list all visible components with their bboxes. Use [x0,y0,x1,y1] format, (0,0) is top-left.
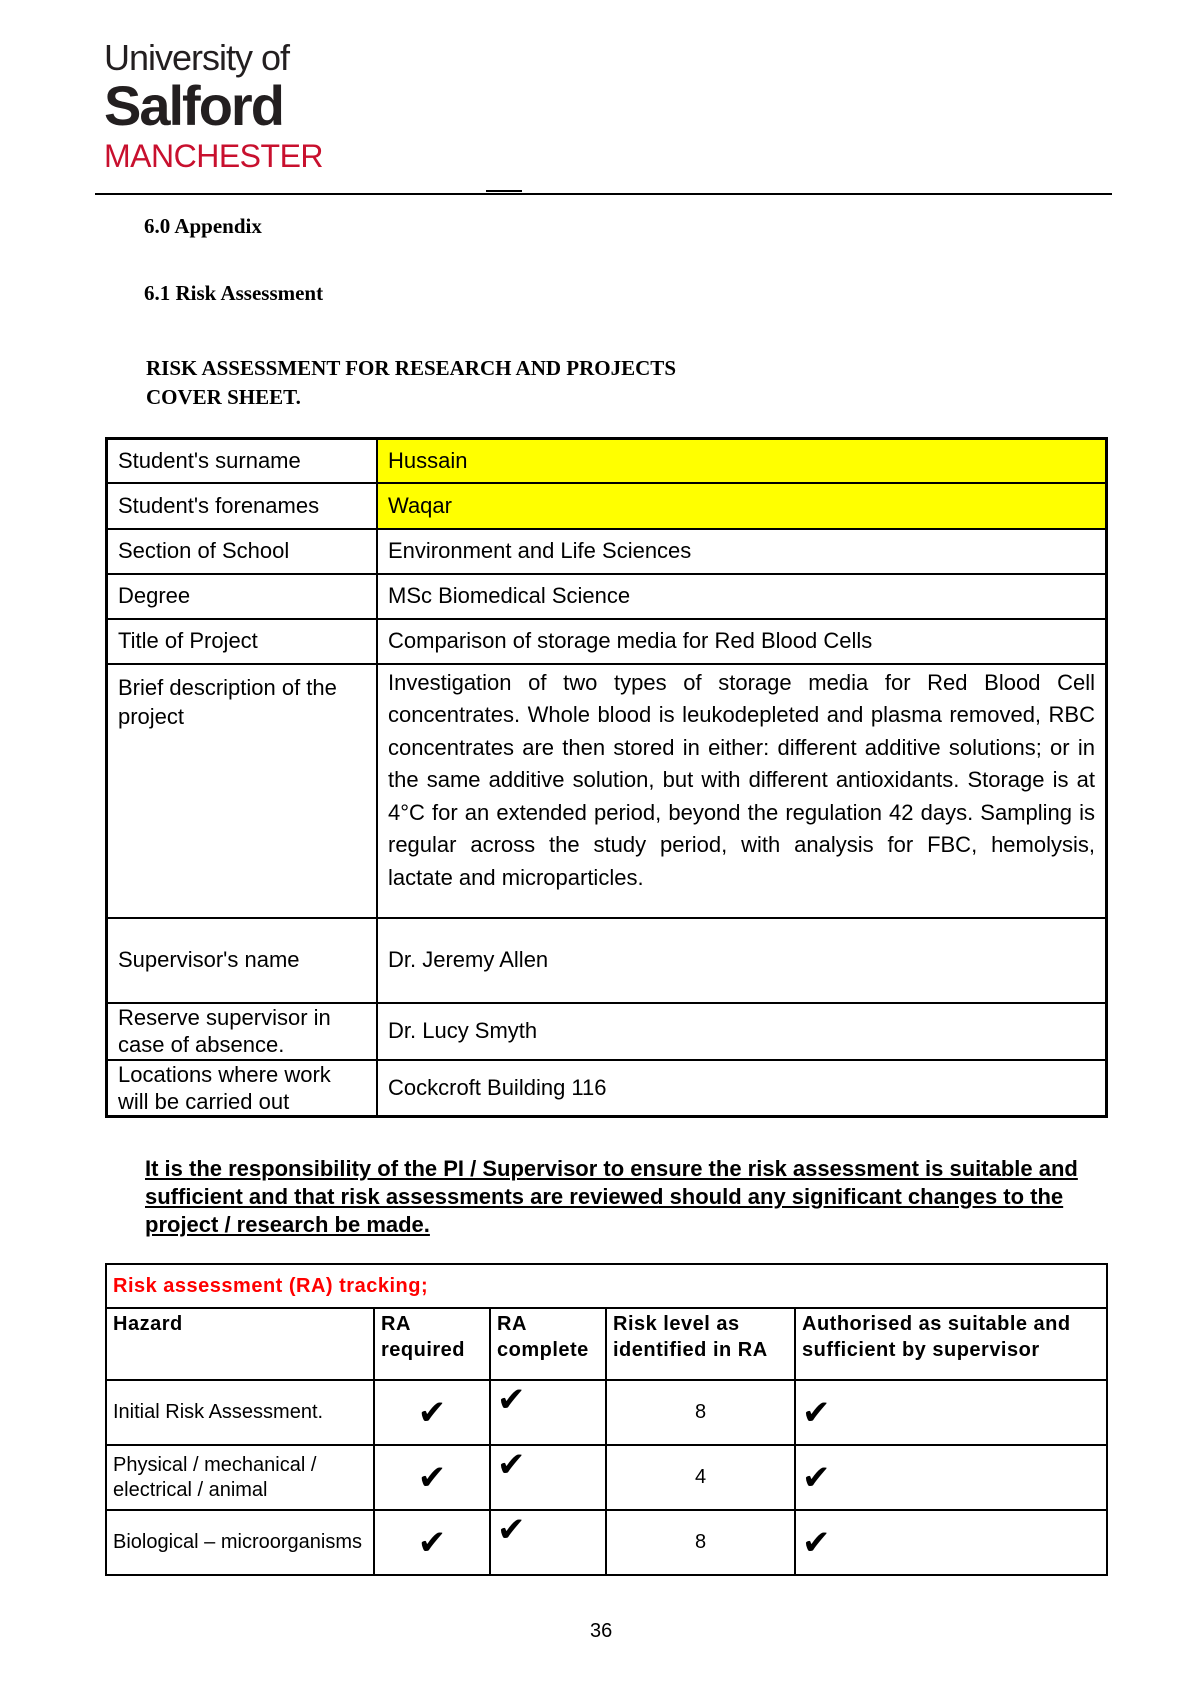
header-hazard: Hazard [106,1308,374,1380]
risk-level-cell: 4 [606,1445,795,1510]
header-ra-complete: RA complete [490,1308,606,1380]
ra-required-cell [374,1510,490,1575]
table-row [107,664,1107,918]
page-number: 36 [590,1620,613,1642]
heading-appendix: 6.0 Appendix [144,214,262,238]
table-row [107,529,1107,574]
description-value: Investigation of two types of storage media for Red Blood Cell concentrates. Whole blood is leukodepleted and plasma removed, RBC concentrates are then stored in either: different additive solutions; or in the same additive solution, but with different antioxidants. Storage is at 4°C for an extended period, beyond the regulation 42 days. Sampling is regular across the study period, with analysis for FBC, hemolysis, lactate and microparticles. [377,664,1107,918]
checkmark-icon: ✔ [497,1445,526,1485]
ra-required-cell [374,1445,490,1510]
header-risk-level: Risk level as identified in RA [606,1308,795,1380]
reserve-label: Reserve supervisor in case of absence. [107,1003,378,1060]
title-value: Comparison of storage media for Red Blood Cells [377,619,1107,664]
ra-complete-cell [490,1510,606,1575]
location-value: Cockcroft Building 116 [377,1060,1107,1117]
responsibility-notice: It is the responsibility of the PI / Supervisor to ensure the risk assessment is suitable and sufficient and that risk assessments are reviewed should any significant changes to the project / research be made. [145,1156,1078,1237]
table-row [107,619,1107,664]
header-tick [486,190,522,192]
table-row [107,1003,1107,1060]
university-logo [104,37,324,174]
table-row [107,574,1107,619]
location-label: Locations where work will be carried out [107,1060,378,1117]
logo-salford: Salford [104,74,283,137]
header-divider [95,193,1112,195]
reserve-value: Dr. Lucy Smyth [377,1003,1107,1060]
table-row [106,1308,1107,1380]
ra-tracking-table [105,1263,1108,1576]
ra-complete-cell [490,1380,606,1445]
section-value: Environment and Life Sciences [377,529,1107,574]
logo-university-of: University of [104,37,290,78]
supervisor-label: Supervisor's name [107,918,378,1003]
checkmark-icon: ✔ [417,1457,447,1498]
table-row [107,439,1107,483]
ra-tracking-title: Risk assessment (RA) tracking; [106,1264,1107,1308]
checkmark-icon: ✔ [802,1457,831,1498]
checkmark-icon: ✔ [497,1380,526,1420]
forenames-value: Waqar [377,483,1107,529]
table-row [107,918,1107,1003]
forenames-label: Student's forenames [107,483,378,529]
header-ra-required: RA required [374,1308,490,1380]
ra-complete-cell [490,1445,606,1510]
authorised-cell [795,1380,1107,1445]
table-row [107,1060,1107,1117]
surname-label: Student's surname [107,439,378,483]
header-authorised: Authorised as suitable and sufficient by supervisor [795,1308,1107,1380]
table-row [106,1445,1107,1510]
cover-sheet-table [105,437,1108,1118]
hazard-cell: Initial Risk Assessment. [106,1380,374,1445]
hazard-cell: Physical / mechanical / electrical / animal [106,1445,374,1510]
checkmark-icon: ✔ [417,1392,447,1433]
heading-cover-line2: COVER SHEET. [146,385,301,409]
heading-risk-assessment: 6.1 Risk Assessment [144,281,324,305]
title-label: Title of Project [107,619,378,664]
table-row [107,483,1107,529]
risk-level-cell: 8 [606,1380,795,1445]
hazard-cell: Biological – microorganisms [106,1510,374,1575]
degree-value: MSc Biomedical Science [377,574,1107,619]
heading-cover-line1: RISK ASSESSMENT FOR RESEARCH AND PROJECTS [146,356,676,380]
risk-level-cell: 8 [606,1510,795,1575]
surname-value: Hussain [377,439,1107,483]
authorised-cell [795,1445,1107,1510]
degree-label: Degree [107,574,378,619]
checkmark-icon: ✔ [802,1522,831,1563]
authorised-cell [795,1510,1107,1575]
section-label: Section of School [107,529,378,574]
checkmark-icon: ✔ [417,1522,447,1563]
heading-cover-sheet [146,354,806,412]
table-row [106,1510,1107,1575]
description-label: Brief description of the project [107,664,378,918]
checkmark-icon: ✔ [802,1392,831,1433]
supervisor-value: Dr. Jeremy Allen [377,918,1107,1003]
logo-manchester: MANCHESTER [104,138,324,174]
table-row [106,1264,1107,1308]
checkmark-icon: ✔ [497,1510,526,1550]
table-row [106,1380,1107,1445]
ra-required-cell [374,1380,490,1445]
